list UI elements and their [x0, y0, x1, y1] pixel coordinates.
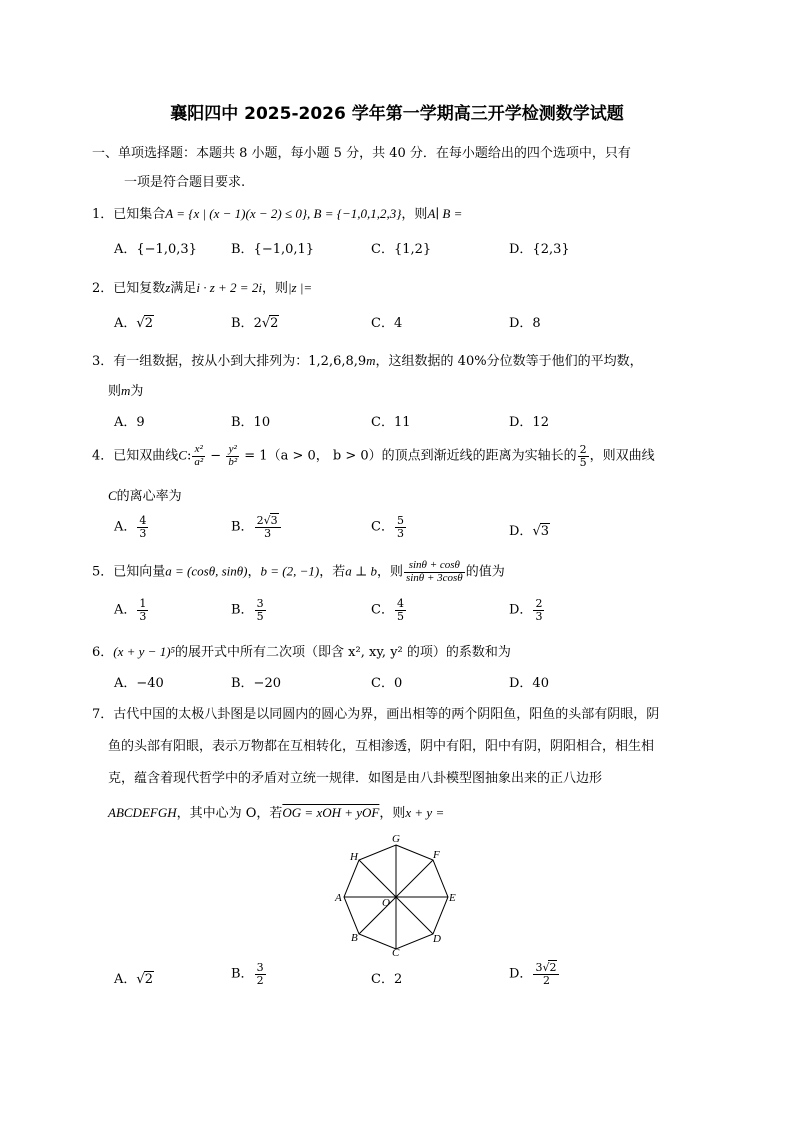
vertex-label-c: C [392, 947, 400, 958]
question-7-line4 [108, 805, 444, 822]
question-7-line2: 鱼的头部有阳眼，表示万物都在互相转化，互相渗透，阴中有阳，阳中有阴，阴阳相合，相生相 [108, 739, 655, 754]
question-6-stem [92, 644, 511, 661]
q3-line2-post: 为 [130, 384, 144, 399]
q2-option-d[interactable]: D．8 [509, 316, 541, 331]
q2-mid: 满足 [170, 281, 197, 296]
q1-option-c[interactable]: C．{1,2} [371, 242, 432, 257]
q2-eq: i · z + 2 = 2i [196, 280, 262, 295]
q3-line2-pre: 则 [108, 384, 122, 399]
q4-mid: 的顶点到渐近线的距离为实轴长的 [381, 448, 577, 464]
q3-option-a[interactable]: A．9 [114, 415, 145, 430]
q6-text: 的展开式中所有二次项（即含 x², xy, y² 的项）的系数和为 [175, 645, 511, 660]
q5-option-a[interactable] [114, 598, 149, 622]
q1-pre: 1．已知集合 [92, 207, 166, 222]
q4-d-label: D． [509, 524, 533, 539]
q4-ratio-frac: $\frac{2}{5}$ [579, 443, 587, 469]
q5-a-frac: $\frac{1}{3}$ [139, 597, 147, 623]
q7-a-label: A． [114, 972, 137, 987]
vertex-label-b: B [351, 932, 358, 944]
q6-option-b[interactable]: B．−20 [231, 676, 281, 691]
q2-b-label: B． [231, 316, 254, 331]
q3-m2: m [121, 383, 131, 398]
q2-b-rad: 2 [270, 316, 279, 331]
colon: : [186, 448, 192, 464]
vertex-label-h: H [350, 851, 358, 863]
q6-option-d[interactable]: D．40 [509, 676, 549, 691]
q7-b-label: B． [231, 966, 254, 982]
q5-c-frac: $\frac{4}{5}$ [396, 597, 404, 623]
q5-option-b[interactable] [231, 598, 267, 622]
q4-c-label: C． [371, 519, 394, 535]
sqrt-sign: √ [261, 316, 271, 331]
q5-b-vector: b = (2, −1) [260, 563, 320, 579]
q6-pre: 6． [92, 645, 114, 660]
q5-option-c[interactable] [371, 598, 407, 622]
q2-option-c[interactable]: C．4 [371, 316, 403, 331]
question-4-line2 [108, 488, 182, 505]
q1-option-d[interactable]: D．{2,3} [509, 242, 570, 257]
q4-option-a[interactable] [114, 515, 149, 539]
q2-option-b[interactable] [231, 316, 279, 332]
q3-option-b[interactable]: B．10 [231, 415, 271, 430]
q2-post: ，则 [261, 281, 288, 296]
q4-y-frac: $\frac{\text{y²}}{\text{b²}}$ [228, 443, 238, 468]
q5-sep: ， [247, 564, 261, 580]
q6-option-a[interactable]: A．−40 [114, 676, 164, 691]
q2-a-rad: 2 [144, 316, 153, 331]
q4-eq-tail: = 1（a > 0， b > 0） [240, 448, 382, 464]
q4-c: C [178, 447, 187, 463]
section-header-line1: 一、单项选择题：本题共 8 小题，每小题 5 分，共 40 分．在每小题给出的四个选项中，只有 [92, 146, 631, 161]
q5-a-vector: a = (cosθ, sinθ) [165, 563, 248, 579]
question-4-line1 [92, 444, 655, 468]
q1-expr: A∣ B = [427, 206, 463, 221]
q5-b-frac: $\frac{3}{5}$ [256, 597, 264, 623]
q5-post: ，则 [376, 564, 403, 580]
sqrt-sign: √ [532, 524, 541, 539]
q2-option-a[interactable] [114, 316, 154, 332]
q7-sum: x + y = [405, 805, 445, 820]
question-5-stem [92, 560, 505, 584]
vertex-label-a: A [335, 892, 342, 904]
octagon-diagram [332, 832, 462, 958]
q4-line2: 的离心率为 [116, 489, 182, 504]
q2-b-coef: 2 [253, 316, 262, 331]
question-2-stem [92, 280, 312, 297]
q2-abs: |z |= [287, 280, 313, 295]
q7-a-rad: 2 [144, 972, 153, 987]
q5-c-label: C． [371, 602, 394, 618]
q5-a-label: A． [114, 602, 137, 618]
q4-x-frac: $\frac{\text{x²}}{\text{a²}}$ [194, 443, 204, 468]
q1-post: ，则 [401, 207, 428, 222]
sqrt-sign: √ [136, 972, 145, 987]
q4-post: ，则双曲线 [589, 448, 655, 464]
minus: − [206, 448, 226, 464]
q3-line1-post: ，这组数据的 40%分位数等于他们的平均数， [375, 354, 643, 369]
q4-pre: 4．已知双曲线 [92, 448, 179, 464]
vertex-label-e: E [449, 892, 456, 904]
q5-tail: 的值为 [465, 564, 505, 580]
q5-b-label: B． [231, 602, 254, 618]
q7-b-frac: $\frac{3}{2}$ [256, 961, 264, 987]
q4-c-frac: $\frac{5}{3}$ [396, 514, 404, 540]
q7-d-label: D． [509, 966, 533, 982]
q4-b-label: B． [231, 519, 254, 535]
q7-octagon-name: ABCDEFGH [108, 805, 177, 820]
q4-d-rad: 3 [540, 524, 550, 539]
question-3-line1 [92, 353, 643, 370]
q3-m: m [366, 353, 376, 368]
q3-option-d[interactable]: D．12 [509, 415, 549, 430]
q3-line1-pre: 3．有一组数据，按从小到大排列为：1,2,6,8,9 [92, 354, 367, 369]
question-7-line1: 7．古代中国的太极八卦图是以同圆内的圆心为界，画出相等的两个阴阳鱼，阳鱼的头部有阴眼，阴 [92, 707, 660, 722]
q4-a-label: A． [114, 519, 137, 535]
sqrt-sign: √ [136, 316, 145, 331]
page-title: 襄阳四中 2025-2026 学年第一学期高三开学检测数学试题 [170, 104, 624, 124]
q1-option-b[interactable]: B．{−1,0,1} [231, 242, 315, 257]
section-header-line2: 一项是符合题目要求. [124, 175, 246, 190]
q1-sets: A = {x | (x − 1)(x − 2) ≤ 0}, B = {−1,0,1,2,3} [165, 206, 402, 221]
q6-option-c[interactable]: C．0 [371, 676, 403, 691]
q4-option-b[interactable] [231, 515, 282, 539]
q7-option-d[interactable] [509, 962, 560, 986]
q7-vector-eq: OG = xOH + yOF [282, 805, 380, 820]
q6-expr: (x + y − 1)⁵ [113, 644, 176, 659]
q5-perp: a ⊥ b [345, 563, 377, 579]
q5-d-label: D． [509, 602, 533, 618]
q5-option-d[interactable] [509, 598, 545, 622]
q2-z: z [165, 280, 171, 295]
q7-option-c[interactable]: C．2 [371, 972, 403, 987]
q7-d-frac: $\frac{3√2}{2}$ [533, 962, 559, 986]
q2-a-label: A． [114, 316, 137, 331]
q5-frac: $\frac{\sin\theta + \cos\theta}{\sin\theta + 3\cos\theta}$ [405, 559, 463, 584]
q1-option-a[interactable]: A．{−1,0,3} [114, 242, 197, 257]
question-7-line3: 克，蕴含着现代哲学中的矛盾对立统一规律．如图是由八卦模型图抽象出来的正八边形 [108, 771, 603, 786]
q5-mid: ，若 [319, 564, 346, 580]
vertex-label-d: D [433, 933, 441, 945]
q2-pre: 2．已知复数 [92, 281, 166, 296]
q3-option-c[interactable]: C．11 [371, 415, 411, 430]
q7-line4-c: ，则 [379, 806, 406, 821]
q5-pre: 5．已知向量 [92, 564, 166, 580]
q7-line4-b: ，其中心为 O，若 [176, 806, 283, 821]
center-label-o: O [382, 897, 390, 909]
question-1-stem [92, 206, 462, 223]
q4-option-c[interactable] [371, 515, 407, 539]
q4-a-frac: $\frac{4}{3}$ [139, 514, 147, 540]
q7-option-a[interactable] [114, 972, 154, 988]
q5-d-frac: $\frac{2}{3}$ [535, 597, 543, 623]
vertex-label-g: G [392, 833, 400, 845]
question-3-line2 [108, 383, 143, 400]
q7-option-b[interactable] [231, 962, 267, 986]
vertex-label-f: F [433, 849, 440, 861]
q4-b-frac: $\frac{2√3}{3}$ [255, 515, 281, 539]
q4-c2: C [108, 488, 117, 503]
q4-option-d[interactable] [509, 524, 550, 540]
